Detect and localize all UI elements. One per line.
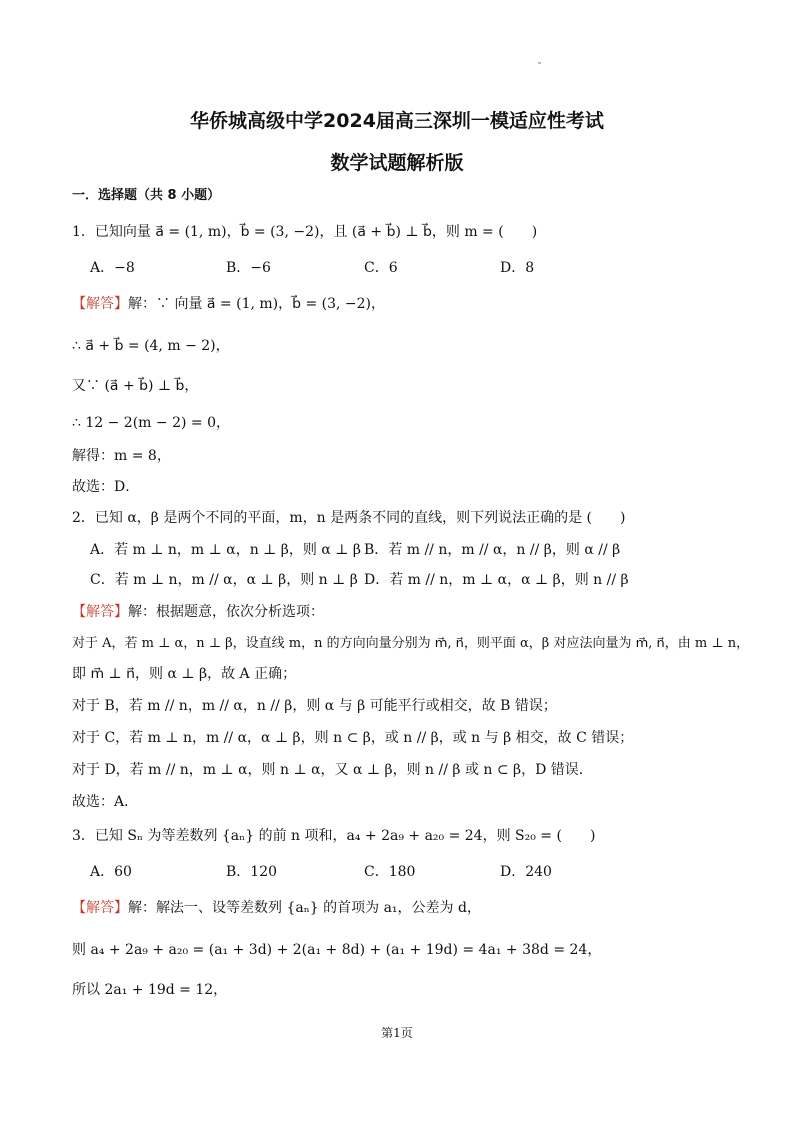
- q1-solution-line: 故选：D．: [72, 479, 140, 495]
- q1-solution-line: ∴ a⃗ + b⃗ = (4, m − 2)，: [72, 338, 230, 354]
- q1-solution-line: 又∵ (a⃗ + b⃗) ⊥ b⃗，: [72, 378, 199, 394]
- q2-solution-line: [72, 602, 324, 622]
- q2-solution-line: 故选：A．: [72, 794, 139, 810]
- q3-solution-line: [72, 898, 481, 918]
- document-subtitle: 数学试题解析版: [330, 152, 464, 174]
- q2-option-d: D．若 m // n，m ⊥ α，α ⊥ β，则 n // β: [364, 572, 629, 588]
- q1-solution-line: 解得：m = 8，: [72, 448, 171, 464]
- answer-tag: 【解答】: [72, 604, 128, 620]
- document-title: 华侨城高级中学2024届高三深圳一模适应性考试: [190, 110, 604, 132]
- q2-option-c: C．若 m ⊥ n，m // α，α ⊥ β，则 n ⊥ β: [90, 572, 358, 588]
- q2-solution-line: 即 m⃗ ⊥ n⃗，则 α ⊥ β，故 A 正确；: [72, 666, 297, 682]
- q1-option-c: C．6: [364, 260, 398, 276]
- q3-stem: 3．已知 Sₙ 为等差数列 {aₙ} 的前 n 项和，a₄ + 2a₉ + a₂₀ = 24，则 S₂₀ = ( ): [72, 828, 596, 844]
- q1-option-d: D．8: [500, 260, 535, 276]
- q1-solution-text: 解：∵ 向量 a⃗ = (1, m)，b⃗ = (3, −2)，: [128, 296, 386, 312]
- q3-solution-line: 则 a₄ + 2a₉ + a₂₀ = (a₁ + 3d) + 2(a₁ + 8d) + (a₁ + 19d) = 4a₁ + 38d = 24，: [72, 942, 602, 958]
- q2-solution-text: 解：根据题意，依次分析选项：: [128, 604, 324, 620]
- q3-solution-text: 解：解法一、设等差数列 {aₙ} 的首项为 a₁，公差为 d，: [128, 900, 481, 916]
- q1-solution-line: [72, 294, 385, 314]
- q2-solution-line: 对于 A，若 m ⊥ α，n ⊥ β，设直线 m，n 的方向向量分别为 m⃗, n⃗，则平面 α，β 对应法向量为 m⃗, n⃗，由 m ⊥ n，: [72, 636, 750, 651]
- answer-tag: 【解答】: [72, 296, 128, 312]
- answer-tag: 【解答】: [72, 900, 128, 916]
- q3-option-a: A．60: [90, 864, 132, 880]
- q3-option-c: C．180: [364, 864, 416, 880]
- q2-solution-line: 对于 C，若 m ⊥ n，m // α，α ⊥ β，则 n ⊂ β，或 n // β，或 n 与 β 相交，故 C 错误；: [72, 730, 634, 746]
- q1-option-b: B．−6: [226, 260, 271, 276]
- q2-solution-line: 对于 B，若 m // n，m // α，n // β，则 α 与 β 可能平行或相交，故 B 错误；: [72, 698, 557, 714]
- q2-solution-line: 对于 D，若 m // n，m ⊥ α，则 n ⊥ α，又 α ⊥ β，则 n // β 或 n ⊂ β，D 错误．: [72, 762, 593, 778]
- q3-solution-line: 所以 2a₁ + 19d = 12，: [72, 982, 228, 998]
- q1-stem: 1．已知向量 a⃗ = (1, m)，b⃗ = (3, −2)，且 (a⃗ + b⃗) ⊥ b⃗，则 m = ( ): [72, 224, 538, 240]
- q2-stem: 2．已知 α，β 是两个不同的平面，m，n 是两条不同的直线，则下列说法正确的是 ( ): [72, 510, 626, 526]
- q3-option-b: B．120: [226, 864, 278, 880]
- page-number: 第1页: [381, 1026, 413, 1040]
- q3-option-d: D．240: [500, 864, 552, 880]
- scan-mark: [538, 62, 541, 64]
- section-heading: 一．选择题（共 8 小题）: [72, 188, 221, 203]
- q2-option-a: A．若 m ⊥ n，m ⊥ α，n ⊥ β，则 α ⊥ β: [90, 542, 361, 558]
- q1-solution-line: ∴ 12 − 2(m − 2) = 0，: [72, 415, 230, 431]
- q1-option-a: A．−8: [90, 260, 135, 276]
- q2-option-b: B．若 m // n，m // α，n // β，则 α // β: [364, 542, 621, 558]
